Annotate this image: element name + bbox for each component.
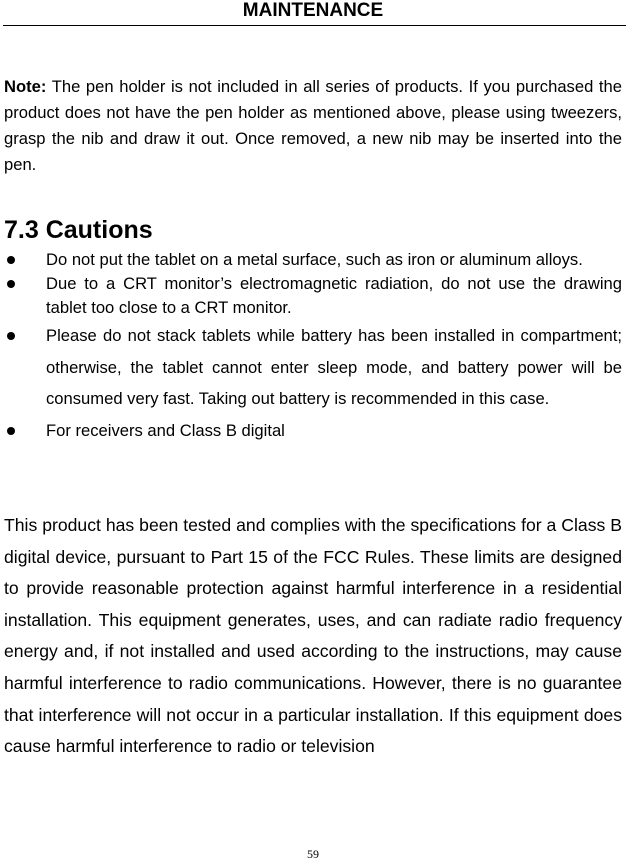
- bullet-icon: [7, 332, 15, 340]
- page-header-title: MAINTENANCE: [242, 0, 384, 21]
- caution-item: [4, 320, 622, 415]
- page-number: 59: [307, 847, 319, 861]
- note-label: Note:: [4, 77, 47, 96]
- caution-item: [4, 248, 622, 272]
- fcc-paragraph: This product has been tested and complies with the specifications for a Class B digital device, pursuant to Part 15 of the FCC Rules. These limits are designed to provide reasonable protection against harmful interference in a residential installation. This equipment generates, uses, and can radiate radio frequency energy and, if not installed and used according to the instructions, may cause harmful interference to radio communications. However, there is no guarantee that interference will not occur in a particular installation. If this equipment does cause harmful interference to radio or television: [4, 515, 622, 757]
- bullet-icon: [7, 427, 15, 435]
- caution-item-text: Due to a CRT monitor’s electromagnetic radiation, do not use the drawing tablet too close to a CRT monitor.: [46, 274, 622, 317]
- caution-item-text: Please do not stack tablets while battery has been installed in compartment; otherwise, the tablet cannot enter sleep mode, and battery power will be consumed very fast. Taking out battery is recommended in this case.: [46, 326, 622, 409]
- caution-item-text: For receivers and Class B digital: [46, 420, 285, 440]
- caution-item: [4, 415, 622, 447]
- caution-item-text: Do not put the tablet on a metal surface, such as iron or aluminum alloys.: [46, 250, 583, 269]
- caution-item: [4, 272, 622, 320]
- bullet-icon: [7, 256, 15, 264]
- cautions-list: [4, 248, 622, 446]
- note-paragraph: [4, 74, 622, 178]
- bullet-icon: [7, 280, 15, 288]
- header-divider: [3, 25, 626, 26]
- section-heading: 7.3 Cautions: [4, 216, 153, 244]
- note-text: The pen holder is not included in all series of products. If you purchased the product does not have the pen holder as mentioned above, please using tweezers, grasp the nib and draw it out. Once removed, a new nib may be inserted into the pen.: [4, 77, 622, 174]
